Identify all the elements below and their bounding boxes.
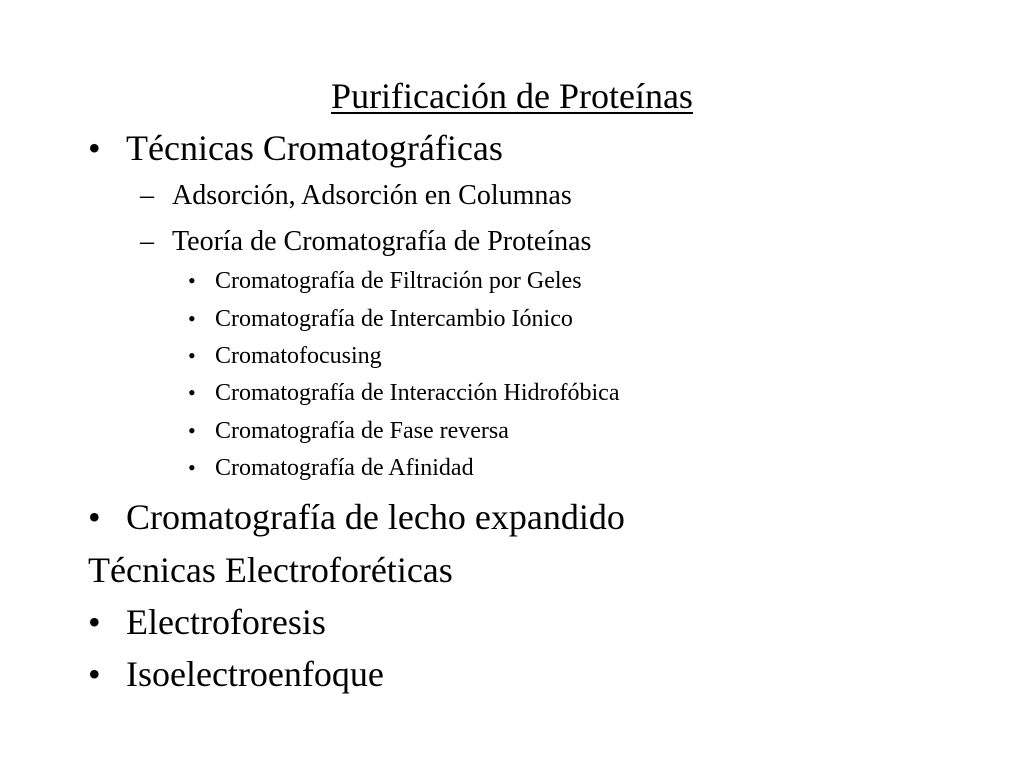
bullet-marker: •	[188, 380, 196, 405]
list-item-text: Técnicas Electroforéticas	[88, 550, 453, 590]
list-item-text: Cromatofocusing	[215, 343, 382, 369]
list-item-level2	[0, 225, 1024, 259]
slide-title: Purificación de Proteínas	[331, 76, 693, 116]
list-item-level3	[0, 453, 1024, 483]
list-item-text: Cromatografía de Interacción Hidrofóbica	[215, 380, 620, 406]
section-heading-line	[0, 548, 1024, 592]
list-item-text: Isoelectroenfoque	[126, 654, 384, 694]
list-item-level1	[0, 600, 1024, 644]
list-item-level1	[0, 126, 1024, 170]
bullet-marker: •	[188, 343, 196, 368]
list-item-text: Teoría de Cromatografía de Proteínas	[172, 226, 592, 257]
list-item-text: Cromatografía de Afinidad	[215, 455, 474, 481]
dash-marker: –	[140, 226, 154, 257]
bullet-marker: •	[88, 497, 101, 537]
list-item-text: Electroforesis	[126, 602, 326, 642]
list-item-text: Cromatografía de Fase reversa	[215, 418, 509, 444]
list-item-text: Cromatografía de lecho expandido	[126, 497, 625, 537]
list-item-level2	[0, 179, 1024, 213]
bullet-marker: •	[88, 602, 101, 642]
list-item-level1	[0, 652, 1024, 696]
bullet-marker: •	[188, 306, 196, 331]
list-item-text: Cromatografía de Filtración por Geles	[215, 268, 582, 294]
list-item-level1	[0, 495, 1024, 539]
bullet-marker: •	[188, 268, 196, 293]
dash-marker: –	[140, 180, 154, 211]
bullet-marker: •	[88, 128, 101, 168]
bullet-marker: •	[88, 654, 101, 694]
bullet-marker: •	[188, 455, 196, 480]
list-item-level3	[0, 378, 1024, 408]
list-item-level3	[0, 304, 1024, 334]
bullet-marker: •	[188, 418, 196, 443]
list-item-level3	[0, 266, 1024, 296]
list-item-text: Cromatografía de Intercambio Iónico	[215, 306, 573, 332]
list-item-text: Adsorción, Adsorción en Columnas	[172, 180, 572, 211]
list-item-level3	[0, 416, 1024, 446]
list-item-text: Técnicas Cromatográficas	[126, 128, 503, 168]
list-item-level3	[0, 341, 1024, 371]
